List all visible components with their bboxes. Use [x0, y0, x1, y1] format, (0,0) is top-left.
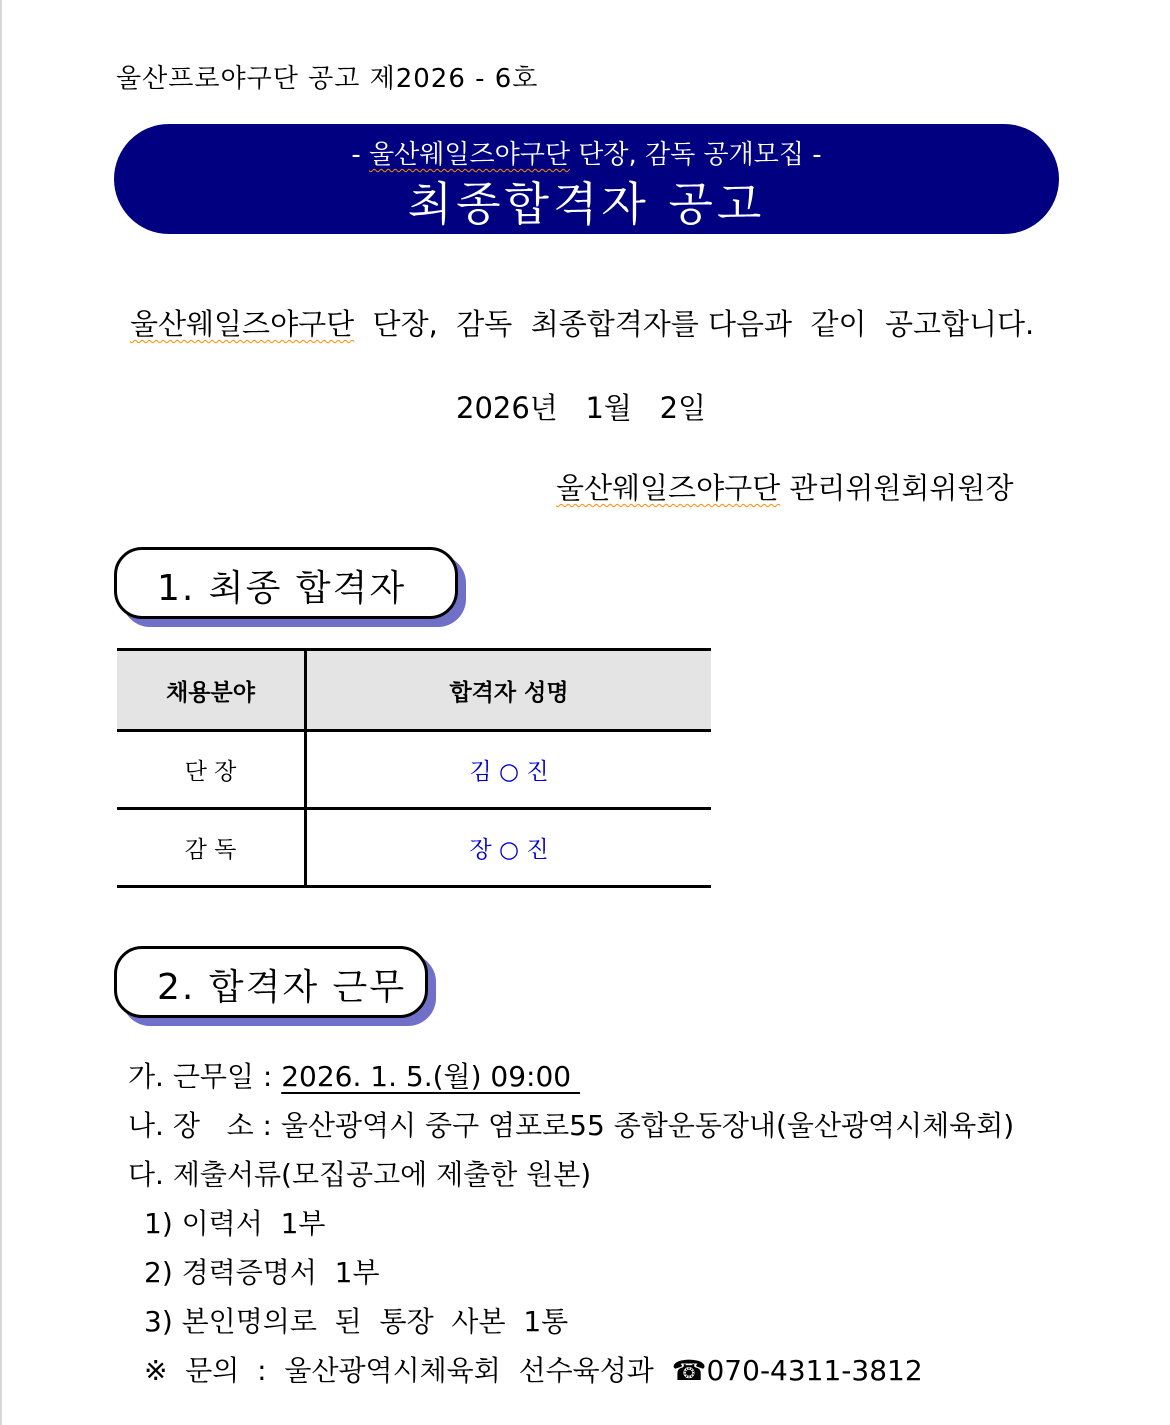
issuer-title: 관리위원회위원장 — [780, 471, 1014, 505]
banner-subtitle-org: 울산웨일즈야구단 — [369, 140, 570, 170]
contact-line: ※ 문의 : 울산광역시체육회 선수육성과 ☎070-4311-3812 — [144, 1354, 923, 1387]
work-place-line: 나. 장 소 : 울산광역시 중구 염포로55 종합운동장내(울산광역시체육회) — [128, 1109, 1015, 1142]
document-item: 3) 본인명의로 된 통장 사본 1통 — [144, 1305, 569, 1338]
section1-heading — [114, 547, 458, 619]
intro-rest: 단장, 감독 최종합격자를 다음과 같이 공고합니다. — [354, 307, 1035, 341]
row-name: 김 ○ 진 — [306, 731, 712, 809]
work-date-label: 가. 근무일 : — [128, 1060, 282, 1093]
page-edge-line — [0, 0, 2, 1425]
notice-number: 울산프로야구단 공고 제2026 - 6호 — [116, 64, 539, 94]
intro-org: 울산웨일즈야구단 — [130, 307, 355, 341]
section2-heading — [114, 946, 428, 1018]
header-field: 채용분야 — [117, 650, 306, 731]
header-name: 합격자 성명 — [306, 650, 712, 731]
notice-date: 2026년 1월 2일 — [456, 391, 707, 425]
result-table — [117, 648, 711, 888]
banner-subtitle-prefix: - — [351, 140, 370, 170]
banner-subtitle — [114, 134, 1059, 171]
document-item: 1) 이력서 1부 — [144, 1207, 326, 1240]
issuer-org: 울산웨일즈야구단 — [556, 471, 781, 505]
table-row — [117, 731, 711, 809]
work-date-value: 2026. 1. 5.(월) 09:00 — [281, 1060, 581, 1093]
table-row — [117, 809, 711, 887]
section1-title: 1. 최종 합격자 — [157, 568, 407, 609]
banner-subtitle-rest: 단장, 감독 공개모집 - — [569, 140, 822, 170]
table-header-row — [117, 650, 711, 731]
row-field: 단 장 — [117, 731, 306, 809]
issuer — [556, 466, 1013, 507]
title-banner — [114, 124, 1059, 234]
row-name: 장 ○ 진 — [306, 809, 712, 887]
work-date-line — [128, 1052, 1014, 1101]
banner-title: 최종합격자 공고 — [407, 177, 766, 231]
row-field: 감 독 — [117, 809, 306, 887]
intro-text — [130, 302, 1034, 343]
section2-title: 2. 합격자 근무 — [157, 967, 407, 1008]
work-details — [128, 1052, 1014, 1395]
document-item: 2) 경력증명서 1부 — [144, 1256, 380, 1289]
documents-title: 다. 제출서류(모집공고에 제출한 원본) — [128, 1158, 592, 1191]
